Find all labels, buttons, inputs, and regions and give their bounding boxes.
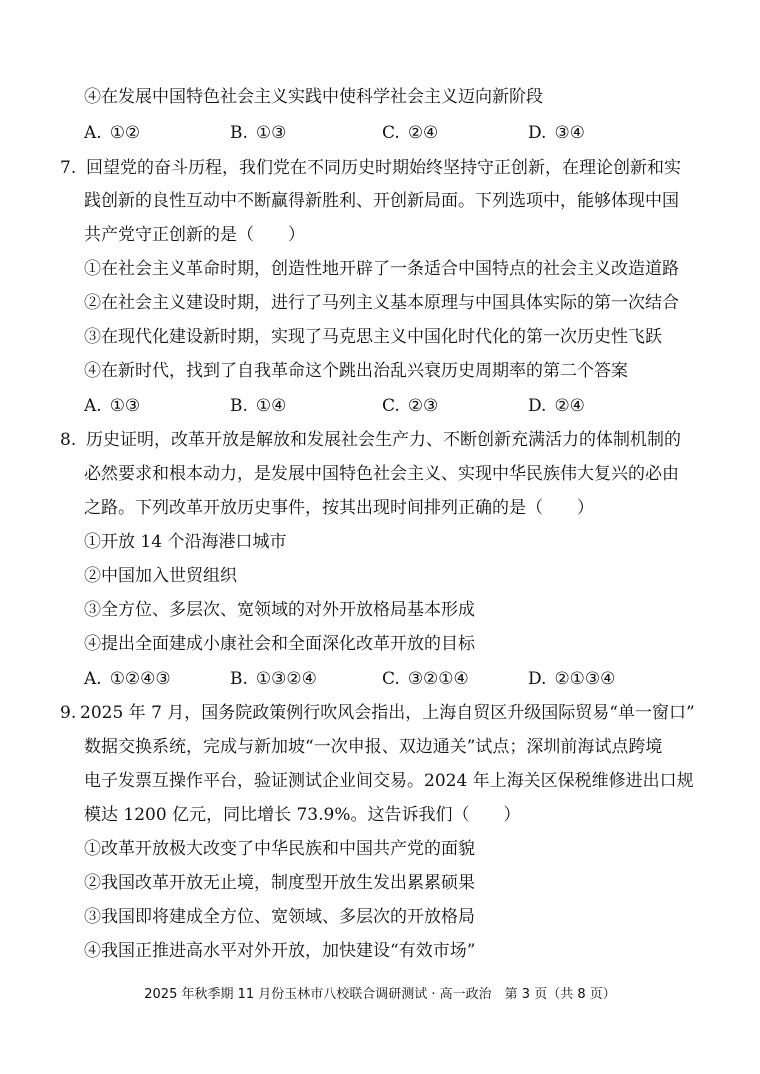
option-letter: A. — [84, 123, 102, 143]
option-text: ①③②④ — [255, 669, 317, 689]
q7-stem-line-3: 共产党守正创新的是（ ） — [84, 225, 305, 245]
q7-option-c — [382, 395, 438, 417]
q9-item-4: ④我国正推进高水平对外开放，加快建设“有效市场” — [84, 941, 476, 961]
q7-option-a — [84, 395, 140, 417]
option-letter: C. — [382, 396, 400, 416]
q9-item-1: ①改革开放极大改变了中华民族和中国共产党的面貌 — [84, 839, 475, 859]
q8-stem-line-2: 必然要求和根本动力，是发展中国特色社会主义、实现中华民族伟大复兴的必由 — [84, 464, 679, 484]
option-letter: B. — [230, 396, 248, 416]
option-letter: D. — [528, 669, 547, 689]
q7-options — [84, 395, 684, 417]
q7-option-b — [230, 395, 286, 417]
q8-item-1: ①开放 14 个沿海港口城市 — [84, 532, 287, 552]
option-text: ③②①④ — [407, 669, 469, 689]
q6-option-a — [84, 122, 140, 144]
option-letter: B. — [230, 123, 248, 143]
q6-option-b — [230, 122, 286, 144]
q7-option-d — [528, 395, 585, 417]
q6-options — [84, 122, 684, 144]
q6-item-4: ④在发展中国特色社会主义实践中使科学社会主义迈向新阶段 — [84, 87, 543, 107]
q8-item-3: ③全方位、多层次、宽领域的对外开放格局基本形成 — [84, 600, 475, 620]
q8-stem-line-3: 之路。下列改革开放历史事件，按其出现时间排列正确的是（ ） — [84, 498, 594, 518]
option-letter: B. — [230, 669, 248, 689]
option-letter: C. — [382, 123, 400, 143]
q7-item-3: ③在现代化建设新时期，实现了马克思主义中国化时代化的第一次历史性飞跃 — [84, 327, 662, 347]
q6-option-c — [382, 122, 438, 144]
option-letter: D. — [528, 396, 547, 416]
option-letter: A. — [84, 669, 102, 689]
q8-option-c — [382, 668, 469, 690]
q9-item-2: ②我国改革开放无止境，制度型开放生发出累累硕果 — [84, 873, 475, 893]
option-text: ①② — [109, 123, 141, 143]
q7-number: 7. — [60, 158, 77, 178]
option-text: ②④ — [407, 123, 439, 143]
q8-option-a — [84, 668, 171, 690]
option-letter: A. — [84, 396, 102, 416]
q7-item-2: ②在社会主义建设时期，进行了马列主义基本原理与中国具体实际的第一次结合 — [84, 293, 679, 313]
q7-stem-line-2: 践创新的良性互动中不断赢得新胜利、开创新局面。下列选项中，能够体现中国 — [84, 191, 679, 211]
q9-number: 9. — [60, 703, 77, 723]
q7-item-4: ④在新时代，找到了自我革命这个跳出治乱兴衰历史周期率的第二个答案 — [84, 361, 628, 381]
option-text: ①④ — [255, 396, 287, 416]
q6-option-d — [528, 122, 585, 144]
option-text: ③④ — [554, 123, 585, 143]
q8-item-2: ②中国加入世贸组织 — [84, 566, 237, 586]
q9-stem-line-4: 模达 1200 亿元，同比增长 73.9%。这告诉我们（ ） — [84, 805, 521, 825]
q9-item-3: ③我国即将建成全方位、宽领域、多层次的开放格局 — [84, 907, 475, 927]
q7-stem-line-1: 回望党的奋斗历程，我们党在不同历史时期始终坚持守正创新，在理论创新和实 — [86, 158, 681, 178]
option-letter: C. — [382, 669, 400, 689]
q8-item-4: ④提出全面建成小康社会和全面深化改革开放的目标 — [84, 634, 475, 654]
option-text: ②④ — [554, 396, 585, 416]
q9-stem-line-1: 2025 年 7 月，国务院政策例行吹风会指出，上海自贸区升级国际贸易“单一窗口” — [80, 703, 695, 723]
option-text: ①③ — [255, 123, 287, 143]
option-text: ②③ — [407, 396, 439, 416]
q8-stem-line-1: 历史证明，改革开放是解放和发展社会生产力、不断创新充满活力的体制机制的 — [86, 430, 681, 450]
q8-options — [84, 668, 684, 690]
q9-stem-line-2: 数据交换系统，完成与新加坡“一次申报、双边通关”试点；深圳前海试点跨境 — [84, 737, 663, 757]
q8-option-d — [528, 668, 615, 690]
option-text: ①③ — [109, 396, 141, 416]
q7-item-1: ①在社会主义革命时期，创造性地开辟了一条适合中国特点的社会主义改造道路 — [84, 259, 679, 279]
page-footer: 2025 年秋季期 11 月份玉林市八校联合调研测试 · 高一政治 第 3 页（共 8 页） — [144, 987, 616, 1002]
q9-stem-line-3: 电子发票互操作平台，验证测试企业间交易。2024 年上海关区保税维修进出口规 — [84, 771, 694, 791]
option-text: ②①③④ — [554, 669, 616, 689]
option-letter: D. — [528, 123, 547, 143]
q8-option-b — [230, 668, 317, 690]
option-text: ①②④③ — [109, 669, 171, 689]
q8-number: 8. — [60, 430, 77, 450]
